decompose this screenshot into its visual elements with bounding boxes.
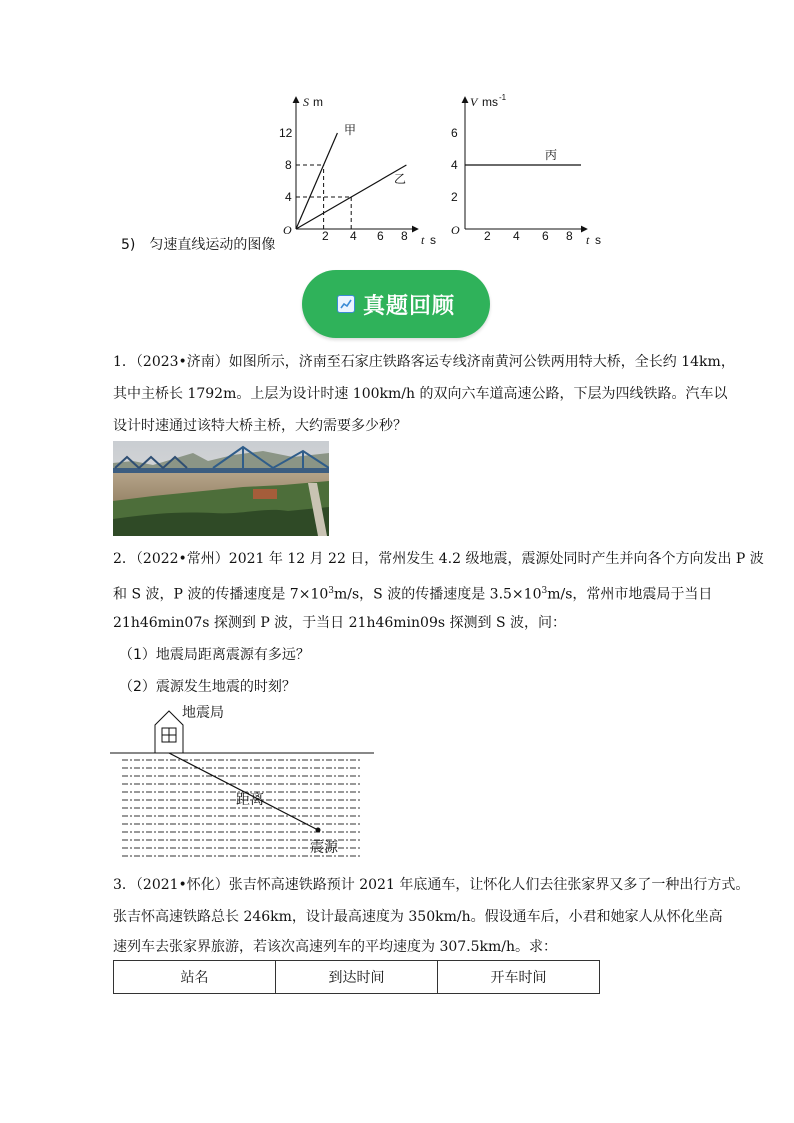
y-tick-4: 4 bbox=[285, 190, 292, 204]
s-axis-label: S bbox=[303, 95, 309, 109]
v-t-graph bbox=[451, 93, 601, 247]
y-tick-8: 8 bbox=[285, 158, 292, 172]
q2-line-2-sup-1: 3 bbox=[328, 586, 334, 596]
v-axis-unit: ms bbox=[482, 95, 498, 109]
t-tick-8: 8 bbox=[566, 229, 573, 243]
series-jia-label: 甲 bbox=[344, 123, 357, 137]
x-tick-8: 8 bbox=[401, 229, 408, 243]
q2-sub-1: （1）地震局距离震源有多远？ bbox=[119, 647, 310, 663]
chart-icon bbox=[337, 295, 355, 313]
station-house-icon bbox=[155, 711, 183, 753]
t-axis-unit-right: s bbox=[595, 233, 601, 247]
t-tick-4: 4 bbox=[513, 229, 520, 243]
v-axis-unit-superscript: -1 bbox=[499, 93, 507, 102]
s-axis-unit: m bbox=[313, 95, 323, 109]
graph-caption: 5) 匀速直线运动的图像 bbox=[121, 237, 276, 253]
header-departure: 开车时间 bbox=[438, 961, 600, 994]
earthquake-diagram bbox=[110, 700, 380, 865]
series-jia-line bbox=[296, 133, 337, 229]
q1-line-1: 1．（2023•济南）如图所示，济南至石家庄铁路客运专线济南黄河公铁两用特大桥，全长约 14km， bbox=[113, 354, 735, 370]
t-axis-unit: s bbox=[430, 233, 436, 247]
origin-label-right: O bbox=[451, 223, 460, 237]
q2-line-2-c: m/s，常州市地震局于当日 bbox=[547, 586, 713, 603]
q2-line-3: 21h46min07s 探测到 P 波，于当日 21h46min09s 探测到 S 波，问： bbox=[113, 615, 566, 631]
s-t-graph bbox=[279, 95, 436, 247]
v-axis-label: V bbox=[470, 95, 478, 109]
x-tick-6: 6 bbox=[377, 229, 384, 243]
q1-line-3: 设计时速通过该特大桥主桥，大约需要多少秒？ bbox=[113, 418, 407, 434]
x-tick-2: 2 bbox=[322, 229, 329, 243]
q2-sub-2: （2）震源发生地震的时刻？ bbox=[119, 679, 296, 695]
t-tick-2: 2 bbox=[484, 229, 491, 243]
y-tick-12: 12 bbox=[279, 126, 293, 140]
q2-line-1: 2．（2022•常州）2021 年 12 月 22 日，常州发生 4.2 级地震，震源处同时产生并向各个方向发出 P 波 bbox=[113, 551, 764, 567]
q3-line-3: 速列车去张家界旅游，若该次高速列车的平均速度为 307.5km/h。求： bbox=[113, 939, 558, 955]
header-station: 站名 bbox=[114, 961, 276, 994]
q3-line-1: 3．（2021•怀化）张吉怀高速铁路预计 2021 年底通车，让怀化人们去往张家界又多了一种出行方式。 bbox=[113, 877, 750, 893]
station-table bbox=[113, 960, 600, 994]
source-point bbox=[316, 828, 321, 833]
review-banner bbox=[302, 270, 490, 338]
q2-line-2-a: 和 S 波，P 波的传播速度是 7×10 bbox=[113, 586, 329, 603]
t-tick-6: 6 bbox=[542, 229, 549, 243]
series-bing-label: 丙 bbox=[545, 148, 558, 162]
source-label: 震源 bbox=[310, 839, 338, 855]
t-axis-label-right: t bbox=[586, 233, 590, 247]
header-arrival: 到达时间 bbox=[276, 961, 438, 994]
origin-label: O bbox=[283, 223, 292, 237]
series-yi-label: 乙 bbox=[394, 172, 407, 186]
q1-line-2: 其中主桥长 1792m。上层为设计时速 100km/h 的双向六车道高速公路，下层为四线铁路。汽车以 bbox=[113, 386, 728, 402]
q2-line-2-sup-2: 3 bbox=[541, 586, 548, 596]
distance-label: 距离 bbox=[236, 791, 264, 807]
t-axis-label: t bbox=[421, 233, 425, 247]
q2-line-2-b: m/s，S 波的传播速度是 3.5×10 bbox=[334, 586, 542, 603]
table-header-row bbox=[114, 961, 600, 994]
v-tick-4: 4 bbox=[451, 158, 458, 172]
q2-line-2 bbox=[113, 581, 712, 605]
x-tick-4: 4 bbox=[350, 229, 357, 243]
bridge-photo bbox=[113, 441, 329, 536]
motion-graphs bbox=[0, 0, 794, 260]
v-tick-2: 2 bbox=[451, 190, 458, 204]
v-tick-6: 6 bbox=[451, 126, 458, 140]
banner-title: 真题回顾 bbox=[362, 293, 455, 319]
station-label: 地震局 bbox=[182, 704, 224, 720]
q3-line-2: 张吉怀高速铁路总长 246km，设计最高速度为 350km/h。假设通车后，小君和她家人从怀化坐高 bbox=[113, 909, 723, 925]
